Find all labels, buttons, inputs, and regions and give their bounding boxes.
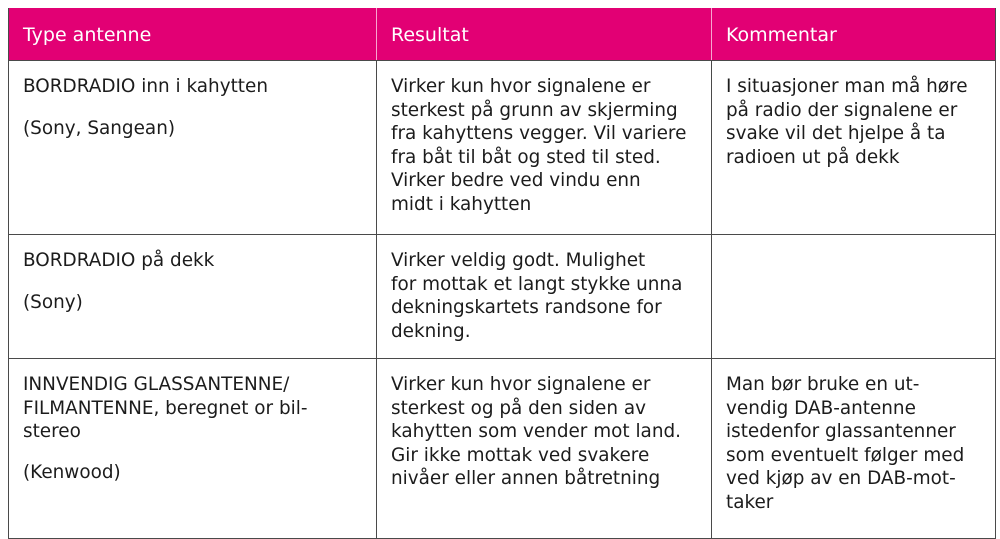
comment-cell-empty (712, 235, 995, 358)
result-line: Virker veldig godt. Mulighet (391, 250, 646, 271)
type-text: BORDRADIO inn i kahytten (23, 76, 268, 97)
result-line: kahytten som vender mot land. (391, 421, 681, 442)
table-header-row (9, 8, 995, 61)
manufacturer-text: (Sony, Sangean) (23, 117, 176, 139)
antenna-table (8, 8, 996, 539)
comment-line: ved kjøp av en DAB-mot- (726, 468, 956, 489)
type-text: stereo (23, 421, 81, 442)
result-line: sterkest på grunn av skjerming (391, 99, 678, 121)
comment-line: på radio der signalene er (726, 99, 958, 121)
result-line: Gir ikke mottak ved svakere (391, 444, 650, 466)
comment-line: radioen ut på dekk (726, 146, 900, 168)
type-cell (9, 61, 377, 234)
comment-line: istedenfor glassantenner (726, 421, 956, 442)
manufacturer-text: (Sony) (23, 291, 83, 313)
manufacturer-text: (Kenwood) (23, 461, 121, 483)
result-line: sterkest og på den siden av (391, 397, 646, 419)
result-cell (377, 235, 712, 358)
result-line: fra kahyttens vegger. Vil variere (391, 123, 687, 144)
type-cell (9, 235, 377, 358)
comment-cell (712, 61, 995, 234)
result-cell (377, 359, 712, 538)
table-row (9, 61, 995, 235)
result-cell (377, 61, 712, 234)
comment-cell (712, 359, 995, 538)
comment-line: taker (726, 491, 774, 513)
type-text: FILMANTENNE, beregnet or bil- (23, 397, 308, 419)
type-text: INNVENDIG GLASSANTENNE/ (23, 374, 290, 395)
comment-line: svake vil det hjelpe å ta (726, 123, 946, 144)
header-resultat: Resultat (377, 8, 712, 60)
comment-line: I situasjoner man må høre (726, 76, 968, 97)
header-type-antenne: Type antenne (9, 8, 377, 60)
result-line: Virker kun hvor signalene er (391, 76, 651, 97)
result-line: dekningskartets randsone for (391, 297, 662, 318)
result-line: midt i kahytten (391, 193, 532, 215)
result-line: for mottak et langt stykke unna (391, 273, 683, 295)
result-line: nivåer eller annen båtretning (391, 468, 661, 489)
result-line: Virker bedre ved vindu enn (391, 170, 641, 191)
table-row (9, 235, 995, 359)
result-line: fra båt til båt og sted til sted. (391, 146, 661, 168)
type-text: BORDRADIO på dekk (23, 250, 215, 271)
type-cell (9, 359, 377, 538)
result-line: Virker kun hvor signalene er (391, 374, 651, 395)
comment-line: vendig DAB-antenne (726, 397, 916, 419)
header-kommentar: Kommentar (726, 24, 837, 46)
comment-line: Man bør bruke en ut- (726, 374, 920, 395)
comment-line: som eventuelt følger med (726, 444, 965, 466)
result-line: dekning. (391, 320, 471, 342)
table-row (9, 359, 995, 539)
